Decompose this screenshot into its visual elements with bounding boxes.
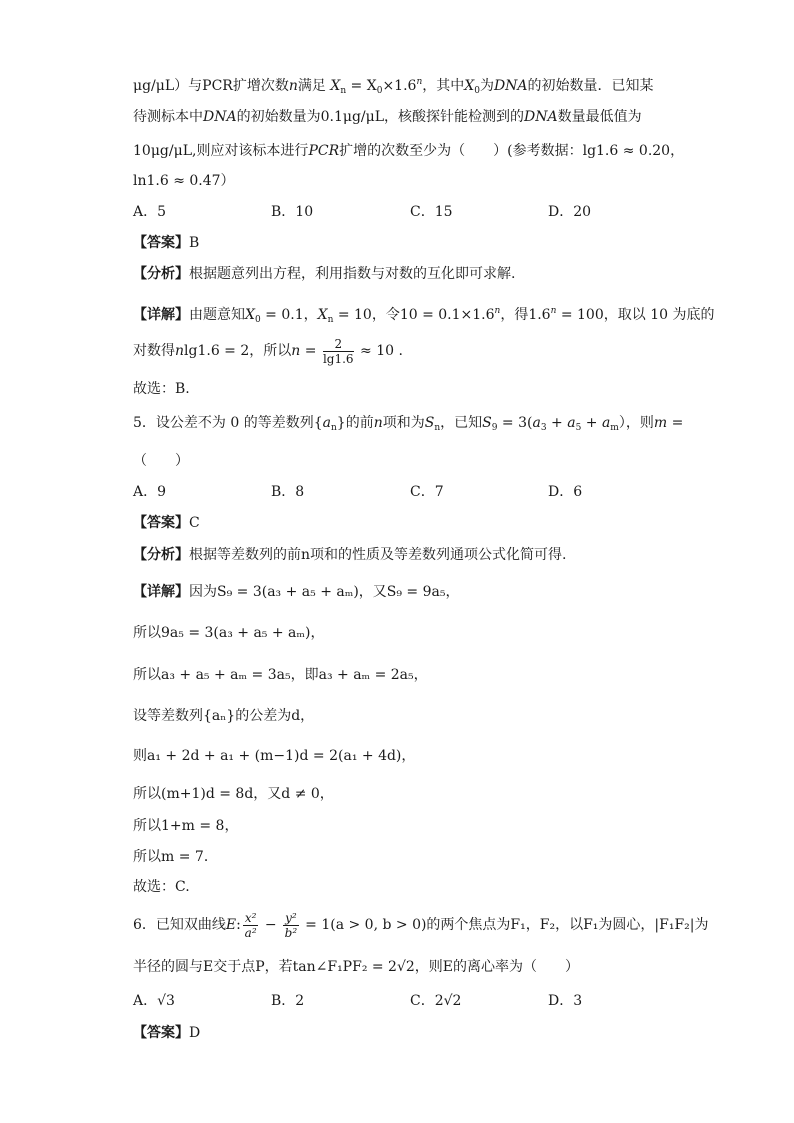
q4-fraction: $\frac{2}{\lg 1.6}$ (322, 336, 354, 366)
q4-stem-line-1: μg/μL）与PCR扩增次数n满足 $X_n = X_0\times 1.6^n$，其中$X_0$为DNA的初始数量．已知某 (133, 77, 654, 96)
q6-stem-line-2: 半径的圆与E交于点P，若tan∠F₁PF₂ = 2√2，则E的离心率为（ ） (133, 959, 580, 975)
q5-detail-line-8: 所以m = 7． (133, 849, 218, 865)
q4-stem-line-4: ln1.6 ≈ 0.47） (133, 173, 235, 189)
q5-choose: 故选：C. (133, 879, 190, 895)
q5-option-c: C．7 (410, 484, 444, 500)
q6-option-b: B．2 (271, 993, 305, 1009)
q5-stem-line-2: （ ） (133, 453, 189, 469)
q4-option-d: D．20 (548, 204, 592, 220)
q5-detail-line-7: 所以1+m = 8， (133, 818, 239, 834)
q6-option-a: A．√3 (133, 993, 175, 1009)
q4-option-c: C．15 (410, 204, 453, 220)
q5-answer: 【答案】C (133, 515, 200, 531)
q4-answer: 【答案】B (133, 235, 200, 251)
q6-answer: 【答案】D (133, 1025, 201, 1041)
q5-detail-line-2: 所以9a₅ = 3(a₃ + a₅ + aₘ)， (133, 625, 325, 641)
q5-detail-line-5: 则a₁ + 2d + a₁ + (m−1)d = 2(a₁ + 4d)， (133, 748, 416, 764)
q4-option-a: A．5 (133, 204, 167, 220)
q5-stem-line-1: 5．设公差不为 0 的等差数列$\{a_n\}$的前n项和为$S_n$，已知$S_9 = 3(a_3 + a_5 + a_m)$，则m = (133, 415, 684, 433)
q5-detail-line-4: 设等差数列{aₙ}的公差为d， (133, 708, 315, 724)
q4-option-b: B．10 (271, 204, 314, 220)
q4-stem-line-2: 待测标本中DNA的初始数量为0.1μg/μL，核酸探针能检测到的DNA数量最低值为 (133, 109, 642, 125)
q4-detail-line-2: 对数得nlg1.6 = 2，所以n = $\frac{2}{\lg 1.6}$ ≈ 10 . (133, 336, 403, 366)
q6-fraction-y: $\frac{\text{y²}}{\text{b²}}$ (284, 910, 298, 940)
q4-choose: 故选：B. (133, 381, 190, 397)
q4-stem-line-3: 10μg/μL,则应对该标本进行PCR扩增的次数至少为（ ）(参考数据：lg1.6 ≈ 0.20， (133, 143, 685, 159)
q4-detail-line-1: 【详解】由题意知$X_0 = 0.1$，$X_n = 10$，令$10 = 0.1\times 1.6^n$，得$1.6^n = 100$，取以 10 为底的 (133, 306, 715, 325)
q5-option-a: A．9 (133, 484, 167, 500)
q5-analysis: 【分析】根据等差数列的前n项和的性质及等差数列通项公式化简可得. (133, 547, 567, 563)
q4-analysis: 【分析】根据题意列出方程，利用指数与对数的互化即可求解. (133, 266, 516, 282)
q6-fraction-x: $\frac{\text{x²}}{\text{a²}}$ (244, 910, 257, 940)
q5-detail-line-3: 所以a₃ + a₅ + aₘ = 3a₅，即a₃ + aₘ = 2a₅， (133, 667, 428, 683)
q5-detail-line-1: 【详解】因为S₉ = 3(a₃ + a₅ + aₘ)，又S₉ = 9a₅， (133, 584, 460, 600)
q6-option-c: C．2√2 (410, 993, 462, 1009)
q5-option-d: D．6 (548, 484, 583, 500)
q5-option-b: B．8 (271, 484, 305, 500)
q6-option-d: D．3 (548, 993, 583, 1009)
q5-detail-line-6: 所以(m+1)d = 8d，又d ≠ 0， (133, 786, 334, 802)
q6-stem-line-1: 6．已知双曲线E: $\frac{\text{x²}}{\text{a²}}$ − $\frac{\text{y²}}{\text{b²}}$ = 1(a > 0, b > 0)的两个焦点为F₁，F₂，以F₁为圆心，|F₁F₂|为 (133, 910, 709, 940)
